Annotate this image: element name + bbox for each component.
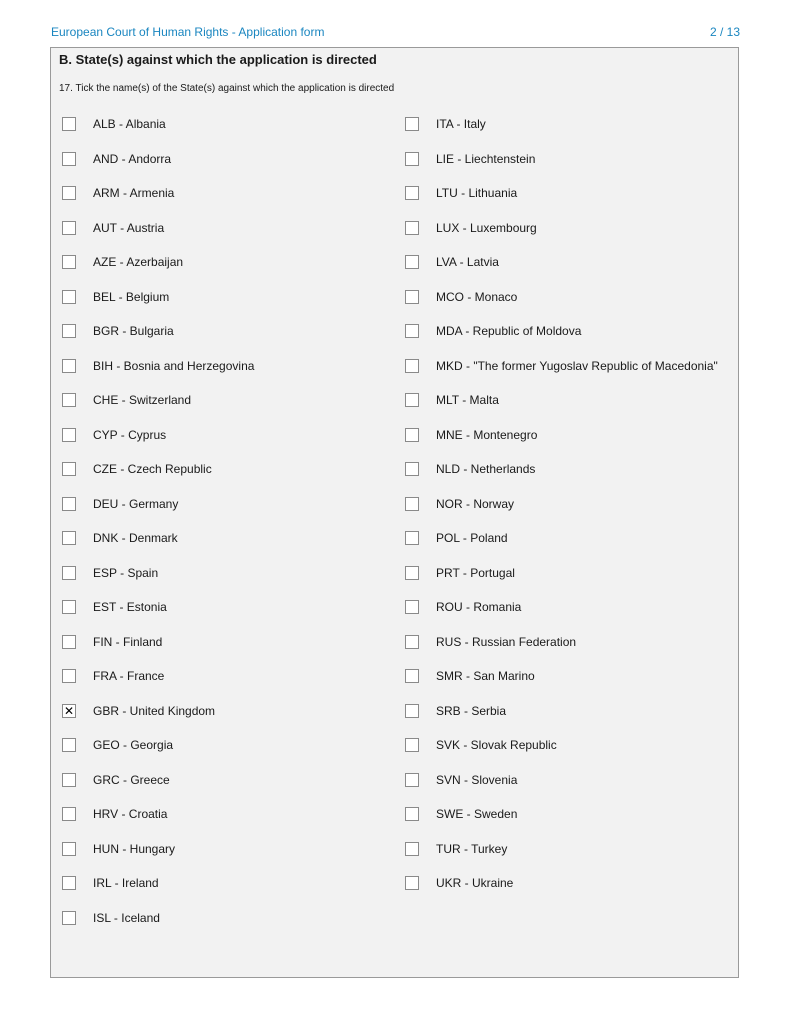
state-label: MCO - Monaco [436,289,518,304]
state-option-cze[interactable] [62,459,212,479]
state-label: DNK - Denmark [93,531,178,545]
state-checkbox-mda[interactable] [405,324,419,338]
state-label: UKR - Ukraine [436,876,514,890]
state-option-tur[interactable] [405,839,507,859]
state-checkbox-ita[interactable] [405,117,419,131]
state-label: LIE - Liechtenstein [436,151,536,166]
state-checkbox-lux[interactable] [405,221,419,235]
state-label: CHE - Switzerland [93,393,192,407]
state-checkbox-prt[interactable] [405,566,419,580]
state-option-bel[interactable] [62,287,169,307]
state-option-hrv[interactable] [62,804,167,824]
state-checkbox-rou[interactable] [405,600,419,614]
state-label: EST - Estonia [93,600,167,614]
state-label: ROU - Romania [436,600,522,614]
state-label: LTU - Lithuania [436,186,518,200]
state-label: MDA - Republic of Moldova [436,324,582,338]
state-label: ALB - Albania [93,117,166,131]
state-label: PRT - Portugal [436,565,515,580]
state-label: TUR - Turkey [436,841,508,856]
state-label: MKD - "The former Yugoslav Republic of Macedonia" [436,358,718,373]
state-checkbox-grc[interactable] [62,773,76,787]
state-option-nld[interactable] [405,459,535,479]
state-option-mda[interactable] [405,321,581,341]
state-checkbox-lva[interactable] [405,255,419,269]
state-label: AUT - Austria [93,220,165,235]
state-checkbox-gbr[interactable] [62,704,76,718]
state-checkbox-esp[interactable] [62,566,76,580]
state-checkbox-swe[interactable] [405,807,419,821]
state-option-isl[interactable] [62,908,160,928]
state-label: NOR - Norway [436,496,515,511]
state-checkbox-pol[interactable] [405,531,419,545]
state-option-fin[interactable] [62,632,162,652]
state-label: GRC - Greece [93,772,170,787]
state-label: CYP - Cyprus [93,427,167,442]
state-label: HRV - Croatia [93,807,168,821]
state-label: BGR - Bulgaria [93,324,174,338]
state-option-che[interactable] [62,390,191,410]
state-checkbox-and[interactable] [62,152,76,166]
state-label: BEL - Belgium [93,289,170,304]
state-label: HUN - Hungary [93,841,176,856]
state-label: BIH - Bosnia and Herzegovina [93,358,255,373]
checkmark-icon: ✕ [63,703,75,718]
state-option-srb[interactable] [405,701,506,721]
state-checkbox-geo[interactable] [62,738,76,752]
state-option-aut[interactable] [62,218,164,238]
state-label: GBR - United Kingdom [93,703,216,718]
state-label: ESP - Spain [93,565,159,580]
state-option-irl[interactable] [62,873,159,893]
state-option-mlt[interactable] [405,390,499,410]
state-label: NLD - Netherlands [436,462,536,476]
state-checkbox-mne[interactable] [405,428,419,442]
state-option-lie[interactable] [405,149,535,169]
state-option-bgr[interactable] [62,321,174,341]
state-option-pol[interactable] [405,528,508,548]
state-checkbox-rus[interactable] [405,635,419,649]
state-label: LUX - Luxembourg [436,220,537,235]
state-checkbox-svk[interactable] [405,738,419,752]
state-checkbox-mco[interactable] [405,290,419,304]
state-option-bih[interactable] [62,356,254,376]
state-checkbox-aut[interactable] [62,221,76,235]
state-option-rus[interactable] [405,632,576,652]
state-label: FIN - Finland [93,634,163,649]
state-label: IRL - Ireland [93,876,159,890]
states-section [50,47,739,978]
page-number: 2 / 13 [709,25,740,39]
state-option-svk[interactable] [405,735,557,755]
state-checkbox-ltu[interactable] [405,186,419,200]
state-option-mne[interactable] [405,425,537,445]
state-option-prt[interactable] [405,563,515,583]
state-checkbox-che[interactable] [62,393,76,407]
state-option-grc[interactable] [62,770,170,790]
state-checkbox-irl[interactable] [62,876,76,890]
state-checkbox-hrv[interactable] [62,807,76,821]
state-option-svn[interactable] [405,770,517,790]
state-checkbox-smr[interactable] [405,669,419,683]
state-option-lux[interactable] [405,218,537,238]
state-checkbox-fin[interactable] [62,635,76,649]
state-label: ARM - Armenia [93,186,175,200]
state-checkbox-nld[interactable] [405,462,419,476]
state-label: POL - Poland [436,531,508,545]
state-label: AZE - Azerbaijan [93,255,184,269]
state-option-alb[interactable] [62,114,166,134]
state-checkbox-lie[interactable] [405,152,419,166]
state-checkbox-est[interactable] [62,600,76,614]
state-checkbox-cze[interactable] [62,462,76,476]
state-checkbox-bih[interactable] [62,359,76,373]
state-option-geo[interactable] [62,735,173,755]
state-option-arm[interactable] [62,183,174,203]
state-checkbox-svn[interactable] [405,773,419,787]
state-label: SMR - San Marino [436,669,535,683]
state-label: AND - Andorra [93,151,172,166]
form-title: European Court of Human Rights - Application form [51,25,325,39]
state-option-ukr[interactable] [405,873,513,893]
state-checkbox-bel[interactable] [62,290,76,304]
state-label: GEO - Georgia [93,738,174,752]
state-option-nor[interactable] [405,494,514,514]
state-checkbox-deu[interactable] [62,497,76,511]
state-option-ltu[interactable] [405,183,517,203]
state-label: SVK - Slovak Republic [436,738,557,752]
question-17-label: 17. Tick the name(s) of the State(s) against which the application is directed [59,83,395,94]
state-label: MLT - Malta [436,393,499,407]
state-checkbox-mlt[interactable] [405,393,419,407]
state-checkbox-arm[interactable] [62,186,76,200]
state-checkbox-alb[interactable] [62,117,76,131]
state-option-gbr[interactable] [62,701,215,721]
state-option-mco[interactable] [405,287,517,307]
page-header [51,25,740,43]
state-label: ITA - Italy [436,117,486,131]
state-label: SVN - Slovenia [436,772,518,787]
state-label: FRA - France [93,669,165,683]
state-label: CZE - Czech Republic [93,462,212,476]
state-option-smr[interactable] [405,666,535,686]
state-label: MNE - Montenegro [436,427,538,442]
state-option-est[interactable] [62,597,167,617]
state-checkbox-cyp[interactable] [62,428,76,442]
state-checkbox-mkd[interactable] [405,359,419,373]
state-checkbox-hun[interactable] [62,842,76,856]
state-option-dnk[interactable] [62,528,178,548]
state-checkbox-isl[interactable] [62,911,76,925]
state-checkbox-fra[interactable] [62,669,76,683]
state-label: LVA - Latvia [436,255,499,269]
state-label: DEU - Germany [93,496,179,511]
state-option-deu[interactable] [62,494,178,514]
state-option-swe[interactable] [405,804,517,824]
state-checkbox-aze[interactable] [62,255,76,269]
section-title: B. State(s) against which the application is directed [59,52,377,67]
state-option-lva[interactable] [405,252,499,272]
state-checkbox-dnk[interactable] [62,531,76,545]
state-checkbox-srb[interactable] [405,704,419,718]
state-option-fra[interactable] [62,666,164,686]
state-label: ISL - Iceland [93,910,160,925]
state-checkbox-tur[interactable] [405,842,419,856]
state-option-cyp[interactable] [62,425,166,445]
state-option-aze[interactable] [62,252,183,272]
state-label: RUS - Russian Federation [436,634,577,649]
state-option-esp[interactable] [62,563,158,583]
state-option-ita[interactable] [405,114,486,134]
state-option-hun[interactable] [62,839,175,859]
state-checkbox-bgr[interactable] [62,324,76,338]
state-option-mkd[interactable] [405,356,718,376]
state-option-rou[interactable] [405,597,521,617]
state-label: SRB - Serbia [436,703,507,718]
state-checkbox-nor[interactable] [405,497,419,511]
state-option-and[interactable] [62,149,171,169]
state-checkbox-ukr[interactable] [405,876,419,890]
state-label: SWE - Sweden [436,807,518,821]
